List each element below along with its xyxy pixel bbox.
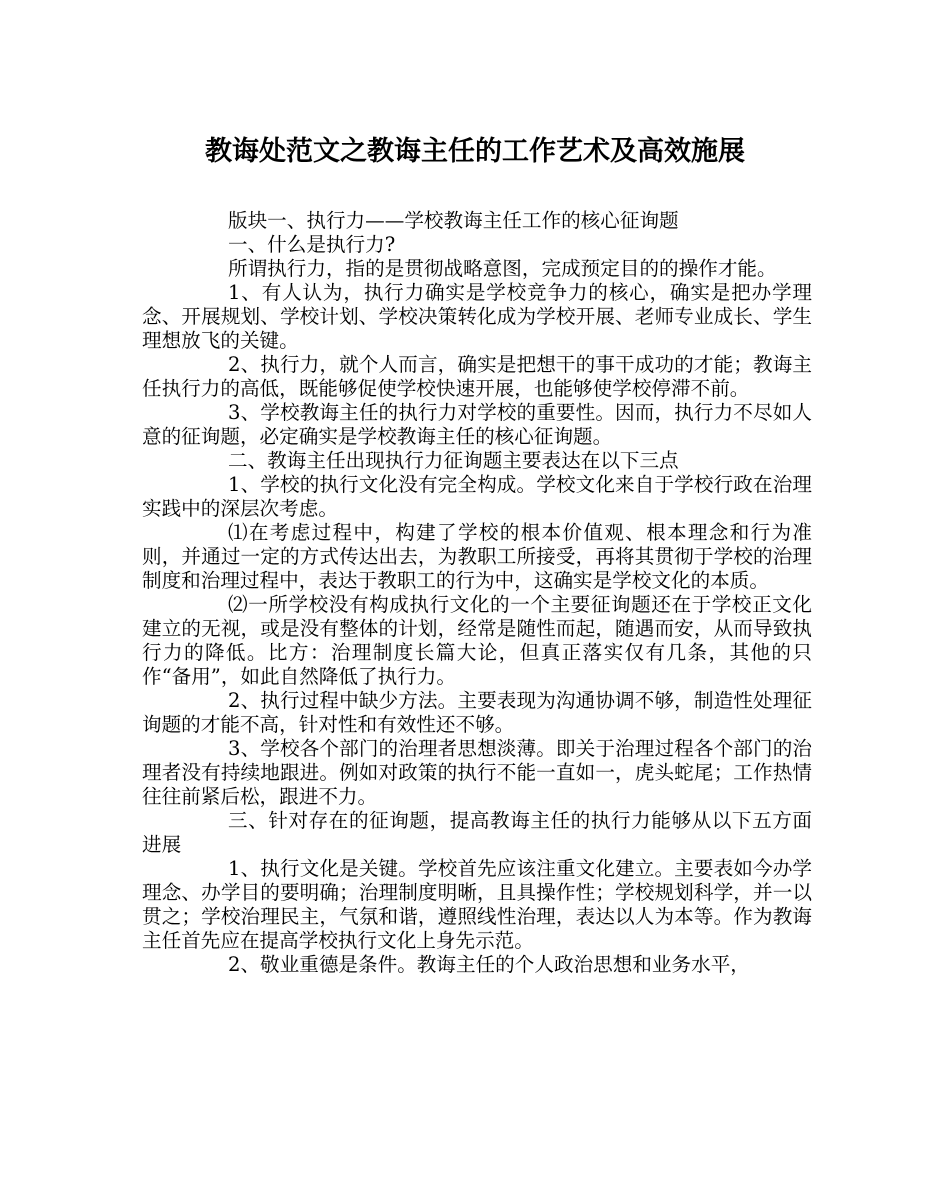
paragraph: 2、执行力，就个人而言，确实是把想干的事干成功的才能；教诲主任执行力的高低，既能够促使学校快速开展，也能够使学校停滞不前。 [142, 353, 812, 400]
paragraph: 1、学校的执行文化没有完全构成。学校文化来自于学校行政在治理实践中的深层次考虑。 [142, 473, 812, 520]
paragraph: ⑴在考虑过程中，构建了学校的根本价值观、根本理念和行为准则，并通过一定的方式传达出去，为教职工所接受，再将其贯彻于学校的治理制度和治理过程中，表达于教职工的行为中，这确实是学校文化的本质。 [142, 521, 812, 592]
paragraph: 2、敬业重德是条件。教诲主任的个人政治思想和业务水平， [228, 953, 750, 976]
paragraph: 版块一、执行力——学校教诲主任工作的核心征询题 [228, 209, 679, 232]
paragraph: 所谓执行力，指的是贯彻战略意图，完成预定目的的操作才能。 [228, 257, 777, 280]
document-body [142, 209, 812, 977]
paragraph: 3、学校各个部门的治理者思想淡薄。即关于治理过程各个部门的治理者没有持续地跟进。例如对政策的执行不能一直如一，虎头蛇尾；工作热情往往前紧后松，跟进不力。 [142, 737, 812, 808]
paragraph: 三、针对存在的征询题，提高教诲主任的执行力能够从以下五方面进展 [142, 809, 812, 856]
paragraph: 一、什么是执行力? [228, 233, 396, 256]
paragraph: 1、有人认为，执行力确实是学校竞争力的核心，确实是把办学理念、开展规划、学校计划、学校决策转化成为学校开展、老师专业成长、学生理想放飞的关键。 [142, 281, 812, 352]
paragraph: 1、执行文化是关键。学校首先应该注重文化建立。主要表如今办学理念、办学目的要明确；治理制度明晰，且具操作性；学校规划科学，并一以贯之；学校治理民主，气氛和谐，遵照线性治理，表达以人为本等。作为教诲主任首先应在提高学校执行文化上身先示范。 [142, 857, 812, 952]
paragraph: 二、教诲主任出现执行力征询题主要表达在以下三点 [228, 449, 679, 472]
paragraph: 3、学校教诲主任的执行力对学校的重要性。因而，执行力不尽如人意的征询题，必定确实是学校教诲主任的核心征询题。 [142, 401, 812, 448]
document-title: 教诲处范文之教诲主任的工作艺术及高效施展 [205, 136, 745, 167]
paragraph: ⑵一所学校没有构成执行文化的一个主要征询题还在于学校正文化建立的无视，或是没有整体的计划，经常是随性而起，随遇而安，从而导致执行力的降低。比方：治理制度长篇大论，但真正落实仅有几条，其他的只作“备用”，如此自然降低了执行力。 [142, 593, 812, 688]
paragraph: 2、执行过程中缺少方法。主要表现为沟通协调不够，制造性处理征询题的才能不高，针对性和有效性还不够。 [142, 689, 812, 736]
